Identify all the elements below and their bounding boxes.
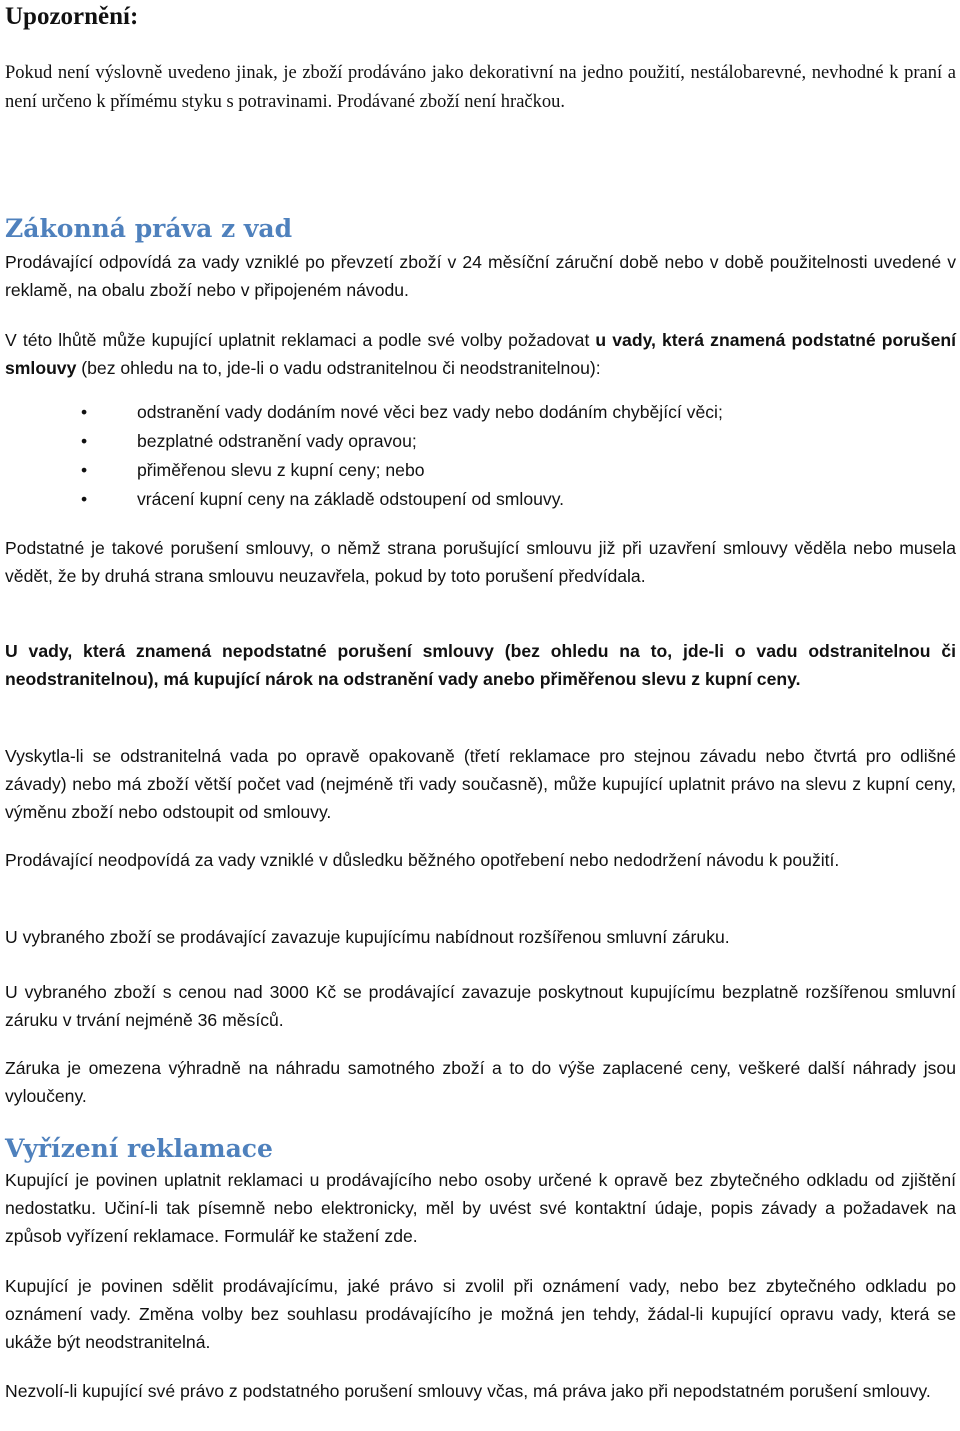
list-item [5, 398, 723, 427]
list-item-text: bezplatné odstranění vady opravou; [137, 431, 417, 451]
complaint-p2: Kupující je povinen sdělit prodávajícímu, jaké právo si zvolil při oznámení vady, nebo bez zbytečného odkladu po oznámení vady. Změna volby bez souhlasu prodávajícího je možná jen tehdy, žádal-li kupující opravu vady, která se ukáže být neodstranitelná. [5, 1276, 956, 1353]
bullet-icon: • [81, 460, 88, 480]
legal-rights-p1: Prodávající odpovídá za vady vzniklé po převzetí zboží v 24 měsíční záruční době nebo v době použitelnosti uvedené v reklamě, na obalu zboží nebo v připojeném návodu. [5, 252, 956, 301]
legal-rights-heading: Zákonná práva z vad [5, 214, 293, 243]
list-item-text: přiměřenou slevu z kupní ceny; nebo [137, 460, 425, 480]
legal-rights-p2-end: (bez ohledu na to, jde-li o vadu odstranitelnou či neodstranitelnou): [76, 358, 601, 379]
bullet-icon: • [81, 402, 88, 422]
legal-rights-p4: U vady, která znamená nepodstatné porušení smlouvy (bez ohledu na to, jde-li o vadu odstranitelnou či neodstranitelnou), má kupující nárok na odstranění vady anebo přiměřenou slevu z kupní ceny. [5, 641, 956, 690]
legal-rights-p8: U vybraného zboží s cenou nad 3000 Kč se prodávající zavazuje poskytnout kupujícímu bezplatně rozšířenou smluvní záruku v trvání nejméně 36 měsíců. [5, 982, 956, 1031]
notice-text: Pokud není výslovně uvedeno jinak, je zboží prodáváno jako dekorativní na jedno použití, nestálobarevné, nevhodné k praní a není určeno k přímému styku s potravinami. Prodávané zboží není hračkou. [5, 63, 956, 112]
legal-rights-p2 [5, 326, 956, 382]
remedies-list [5, 398, 723, 514]
legal-rights-p5: Vyskytla-li se odstranitelná vada po opravě opakovaně (třetí reklamace pro stejnou závadu nebo čtvrtá pro odlišné závady) nebo má zboží větší počet vad (nejméně tři vady současně), může kupující uplatnit právo na slevu z kupní ceny, výměnu zboží nebo odstoupit od smlouvy. [5, 746, 956, 823]
list-item [5, 485, 723, 514]
bullet-icon: • [81, 431, 88, 451]
list-item [5, 427, 723, 456]
legal-rights-p3: Podstatné je takové porušení smlouvy, o němž strana porušující smlouvu již při uzavření smlouvy věděla nebo musela vědět, že by druhá strana smlouvu neuzavřela, pokud by toto porušení předvídala. [5, 538, 956, 587]
notice-heading: Upozornění: [5, 3, 139, 30]
legal-rights-p2-bold: u vady, která znamená podstatné porušení smlouvy [5, 330, 956, 379]
complaint-p3: Nezvolí-li kupující své právo z podstatného porušení smlouvy včas, má práva jako při nepodstatném porušení smlouvy. [5, 1381, 931, 1401]
bullet-icon: • [81, 489, 88, 509]
list-item-text: vrácení kupní ceny na základě odstoupení od smlouvy. [137, 489, 565, 509]
legal-rights-p6: Prodávající neodpovídá za vady vzniklé v důsledku běžného opotřebení nebo nedodržení návodu k použití. [5, 850, 840, 870]
legal-rights-p7: U vybraného zboží se prodávající zavazuje kupujícímu nabídnout rozšířenou smluvní záruku. [5, 927, 730, 947]
legal-rights-p9: Záruka je omezena výhradně na náhradu samotného zboží a to do výše zaplacené ceny, veškeré další náhrady jsou vyloučeny. [5, 1058, 956, 1107]
list-item [5, 456, 723, 485]
legal-rights-p2-start: V této lhůtě může kupující uplatnit reklamaci a podle své volby požadovat [5, 330, 596, 350]
complaint-heading: Vyřízení reklamace [5, 1134, 273, 1163]
complaint-p1: Kupující je povinen uplatnit reklamaci u prodávajícího nebo osoby určené k opravě bez zbytečného odkladu od zjištění nedostatku. Učiní-li tak písemně nebo elektronicky, měl by uvést své kontaktní údaje, popis závady a požadavek na způsob vyřízení reklamace. Formulář ke stažení zde. [5, 1170, 956, 1247]
list-item-text: odstranění vady dodáním nové věci bez vady nebo dodáním chybějící věci; [137, 402, 723, 422]
